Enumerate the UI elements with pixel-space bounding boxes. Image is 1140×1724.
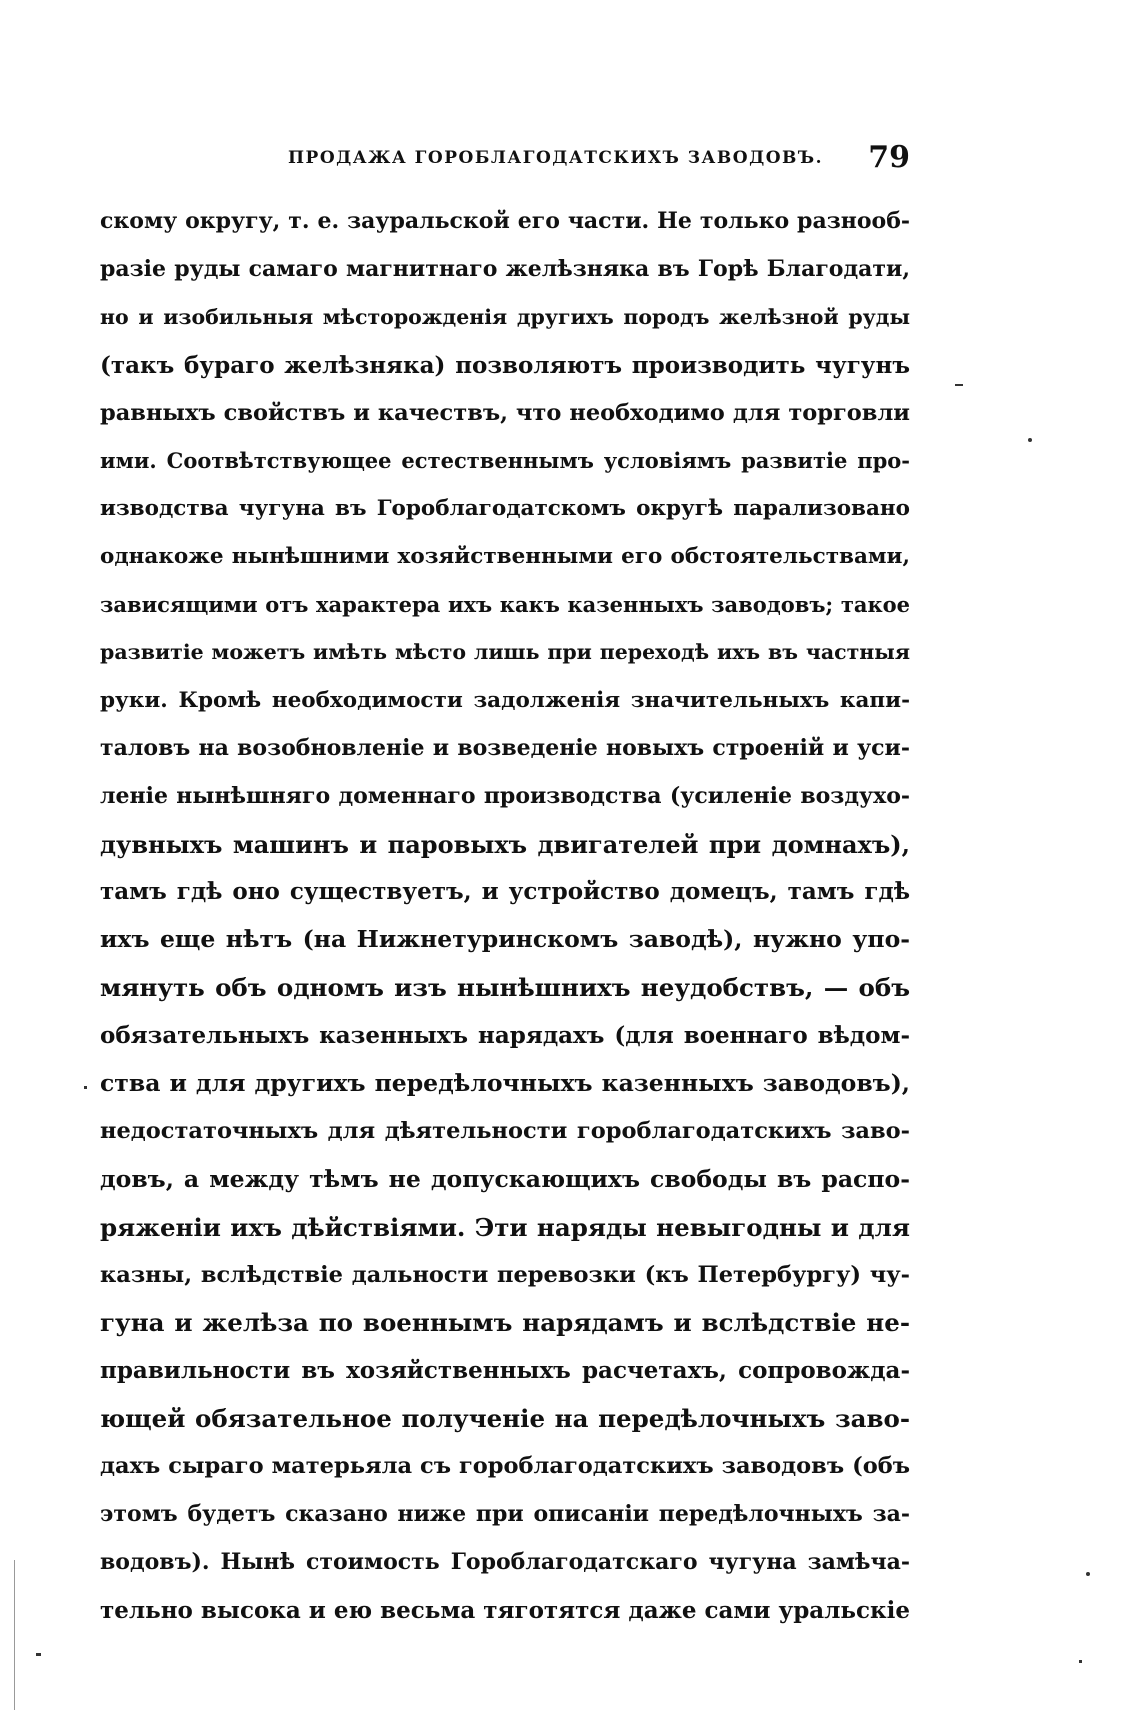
- text-line: руки. Кромѣ необходимости задолженія значительныхъ капи-: [100, 687, 910, 713]
- text-line: скому округу, т. е. зауральской его части. Не только разнооб-: [100, 208, 910, 234]
- text-line: правильности въ хозяйственныхъ расчетахъ, сопровожда-: [100, 1357, 910, 1385]
- page-number: 79: [868, 140, 910, 175]
- text-line: разіе руды самаго магнитнаго желѣзняка въ Горѣ Благодати,: [100, 255, 910, 282]
- text-line: но и изобильныя мѣсторожденія другихъ породъ желѣзной руды: [100, 304, 910, 329]
- text-line: ряженіи ихъ дѣйствіями. Эти наряды невыгодны и для: [100, 1212, 910, 1242]
- scan-speck: [1079, 1660, 1082, 1663]
- text-line: тельно высока и ею весьма тяготятся даже сами уральскіе: [100, 1596, 910, 1624]
- text-line: однакоже нынѣшними хозяйственными его обстоятельствами,: [100, 544, 910, 570]
- text-line: ющей обязательное полученіе на передѣлочныхъ заво-: [100, 1404, 910, 1434]
- text-line: дувныхъ машинъ и паровыхъ двигателей при домнахъ),: [100, 829, 910, 859]
- text-line: дахъ сыраго матерьяла съ гороблагодатскихъ заводовъ (объ: [100, 1453, 910, 1480]
- scan-speck: [84, 1086, 87, 1089]
- text-line: ихъ еще нѣтъ (на Нижнетуринскомъ заводѣ), нужно упо-: [100, 925, 910, 954]
- text-line: водовъ). Нынѣ стоимость Гороблагодатскаго чугуна замѣча-: [100, 1548, 910, 1575]
- scan-speck: [14, 1560, 15, 1710]
- text-line: обязательныхъ казенныхъ нарядахъ (для военнаго вѣдом-: [100, 1022, 910, 1050]
- text-line: довъ, а между тѣмъ не допускающихъ свободы въ распо-: [100, 1164, 910, 1193]
- text-line: тамъ гдѣ оно существуетъ, и устройство домецъ, тамъ гдѣ: [100, 878, 910, 906]
- text-line: ства и для другихъ передѣлочныхъ казенныхъ заводовъ),: [100, 1069, 910, 1098]
- text-line: равныхъ свойствъ и качествъ, что необходимо для торговли: [100, 399, 910, 426]
- scan-speck: [36, 1653, 41, 1656]
- scan-speck: [1086, 1572, 1090, 1576]
- text-line: казны, вслѣдствіе дальности перевозки (къ Петербургу) чу-: [100, 1261, 910, 1288]
- scan-speck: [955, 384, 963, 386]
- text-line: этомъ будетъ сказано ниже при описаніи передѣлочныхъ за-: [100, 1501, 910, 1528]
- text-line: гуна и желѣза по военнымъ нарядамъ и вслѣдствіе не-: [100, 1308, 910, 1338]
- text-line: мянуть объ одномъ изъ нынѣшнихъ неудобствъ, — объ: [100, 973, 910, 1003]
- running-head: ПРОДАЖА ГОРОБЛАГОДАТСКИХЪ ЗАВОДОВЪ.: [288, 148, 824, 168]
- body-text: [100, 198, 910, 1635]
- page-header: [88, 140, 910, 180]
- scan-speck: [1028, 438, 1032, 442]
- text-line: недостаточныхъ для дѣятельности гороблагодатскихъ заво-: [100, 1117, 910, 1144]
- text-line: изводства чугуна въ Гороблагодатскомъ округѣ парализовано: [100, 496, 910, 522]
- text-line: таловъ на возобновленіе и возведеніе новыхъ строеній и уси-: [100, 734, 910, 761]
- text-line: леніе нынѣшняго доменнаго производства (усиленіе воздухо-: [100, 782, 910, 809]
- text-line: зависящими отъ характера ихъ какъ казенныхъ заводовъ; такое: [100, 592, 910, 618]
- text-line: (такъ бураго желѣзняка) позволяютъ производить чугунъ: [100, 351, 910, 379]
- text-line: развитіе можетъ имѣть мѣсто лишь при переходѣ ихъ въ частныя: [100, 640, 910, 665]
- text-line: ими. Соотвѣтствующее естественнымъ условіямъ развитіе про-: [100, 448, 910, 474]
